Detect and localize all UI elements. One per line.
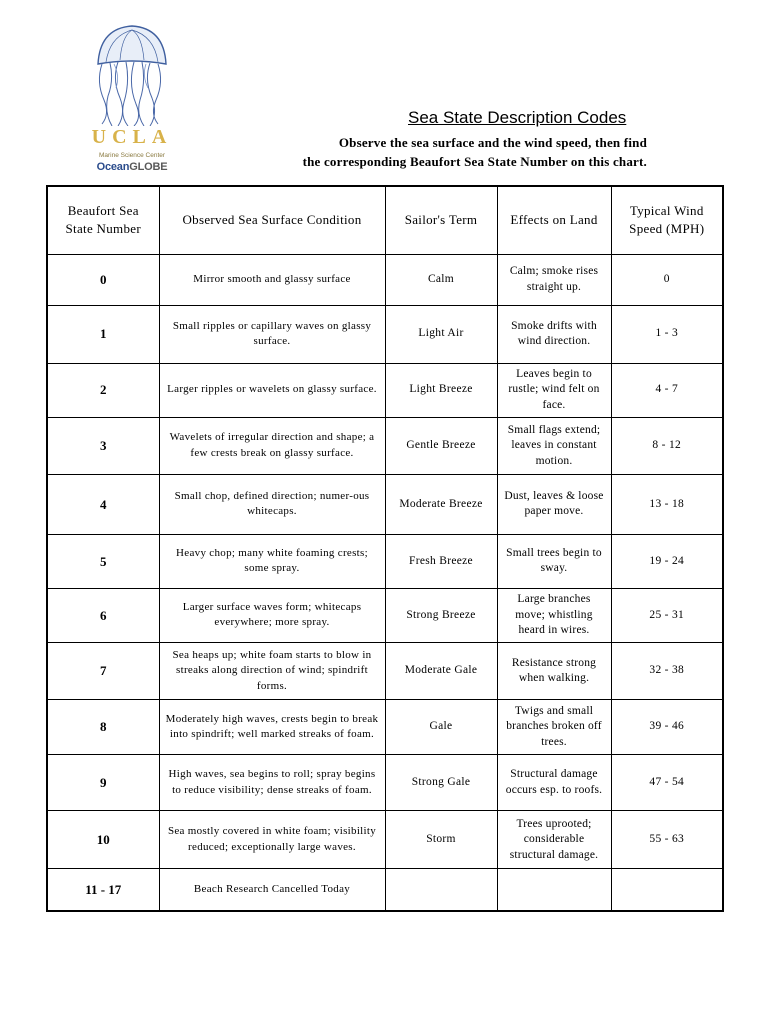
column-header-number: Beaufort Sea State Number [47, 186, 159, 254]
table-row [47, 363, 723, 417]
cell-condition: Wavelets of irregular direction and shape; a few crests break on glassy surface. [159, 417, 385, 474]
cell-effects: Smoke drifts with wind direction. [497, 305, 611, 363]
cell-speed: 1 - 3 [611, 305, 723, 363]
cell-term: Light Air [385, 305, 497, 363]
cell-number: 11 - 17 [47, 869, 159, 911]
cell-effects: Small flags extend; leaves in constant motion. [497, 417, 611, 474]
cell-term: Gale [385, 700, 497, 755]
cell-condition: Beach Research Cancelled Today [159, 869, 385, 911]
cell-number: 0 [47, 254, 159, 305]
cell-condition: Larger ripples or wavelets on glassy surface. [159, 363, 385, 417]
cell-condition: Sea heaps up; white foam starts to blow in streaks along direction of wind; spindrift forms. [159, 643, 385, 700]
cell-speed: 4 - 7 [611, 363, 723, 417]
column-header-term: Sailor's Term [385, 186, 497, 254]
table-row [47, 474, 723, 534]
cell-condition: Mirror smooth and glassy surface [159, 254, 385, 305]
cell-effects: Large branches move; whistling heard in wires. [497, 588, 611, 642]
oceanglobe-logo [84, 22, 180, 174]
cell-effects: Leaves begin to rustle; wind felt on face. [497, 363, 611, 417]
cell-effects: Trees uprooted; considerable structural damage. [497, 811, 611, 869]
cell-effects [497, 869, 611, 911]
logo-ucla-text: UCLA [91, 126, 173, 148]
instructions [227, 133, 647, 171]
cell-speed: 47 - 54 [611, 755, 723, 811]
table-row [47, 254, 723, 305]
cell-effects: Small trees begin to sway. [497, 534, 611, 588]
cell-effects: Dust, leaves & loose paper move. [497, 474, 611, 534]
instructions-line-1: Observe the sea surface and the wind speed, then find [338, 135, 647, 150]
cell-term: Fresh Breeze [385, 534, 497, 588]
column-header-condition: Observed Sea Surface Condition [159, 186, 385, 254]
cell-number: 5 [47, 534, 159, 588]
cell-speed [611, 869, 723, 911]
cell-speed: 19 - 24 [611, 534, 723, 588]
cell-number: 1 [47, 305, 159, 363]
cell-term: Light Breeze [385, 363, 497, 417]
table-row [47, 417, 723, 474]
cell-condition: Sea mostly covered in white foam; visibility reduced; exceptionally large waves. [159, 811, 385, 869]
cell-speed: 25 - 31 [611, 588, 723, 642]
cell-speed: 8 - 12 [611, 417, 723, 474]
cell-number: 9 [47, 755, 159, 811]
table-row [47, 700, 723, 755]
cell-term: Storm [385, 811, 497, 869]
cell-condition: Moderately high waves, crests begin to break into spindrift; well marked streaks of foam. [159, 700, 385, 755]
cell-effects: Structural damage occurs esp. to roofs. [497, 755, 611, 811]
cell-condition: High waves, sea begins to roll; spray begins to reduce visibility; dense streaks of foam. [159, 755, 385, 811]
cell-term: Gentle Breeze [385, 417, 497, 474]
cell-speed: 13 - 18 [611, 474, 723, 534]
cell-number: 8 [47, 700, 159, 755]
cell-condition: Larger surface waves form; whitecaps everywhere; more spray. [159, 588, 385, 642]
table-row [47, 588, 723, 642]
cell-speed: 0 [611, 254, 723, 305]
cell-speed: 32 - 38 [611, 643, 723, 700]
cell-condition: Small chop, defined direction; numer-ous whitecaps. [159, 474, 385, 534]
table-row [47, 755, 723, 811]
cell-term: Calm [385, 254, 497, 305]
cell-condition: Heavy chop; many white foaming crests; some spray. [159, 534, 385, 588]
cell-effects: Resistance strong when walking. [497, 643, 611, 700]
instructions-line-2: the corresponding Beaufort Sea State Number on this chart. [302, 154, 647, 169]
cell-term: Moderate Gale [385, 643, 497, 700]
cell-speed: 39 - 46 [611, 700, 723, 755]
cell-speed: 55 - 63 [611, 811, 723, 869]
table-row [47, 811, 723, 869]
cell-number: 3 [47, 417, 159, 474]
logo-brand-globe: GLOBE [129, 161, 168, 173]
table-row [47, 305, 723, 363]
cell-term: Strong Breeze [385, 588, 497, 642]
table-row [47, 643, 723, 700]
cell-effects: Twigs and small branches broken off trees. [497, 700, 611, 755]
cell-number: 10 [47, 811, 159, 869]
cell-number: 4 [47, 474, 159, 534]
cell-term: Moderate Breeze [385, 474, 497, 534]
page-title: Sea State Description Codes [408, 108, 627, 127]
logo-brand [84, 161, 180, 173]
sea-state-table [46, 185, 724, 912]
cell-term [385, 869, 497, 911]
table-header-row [47, 186, 723, 254]
cell-number: 6 [47, 588, 159, 642]
cell-effects: Calm; smoke rises straight up. [497, 254, 611, 305]
cell-number: 7 [47, 643, 159, 700]
cell-number: 2 [47, 363, 159, 417]
table-row [47, 534, 723, 588]
jellyfish-icon [84, 22, 180, 126]
column-header-effects: Effects on Land [497, 186, 611, 254]
cell-condition: Small ripples or capillary waves on glassy surface. [159, 305, 385, 363]
logo-brand-ocean: Ocean [96, 161, 130, 173]
column-header-speed: Typical Wind Speed (MPH) [611, 186, 723, 254]
logo-subtext: Marine Science Center [98, 152, 166, 159]
cell-term: Strong Gale [385, 755, 497, 811]
table-row [47, 869, 723, 911]
